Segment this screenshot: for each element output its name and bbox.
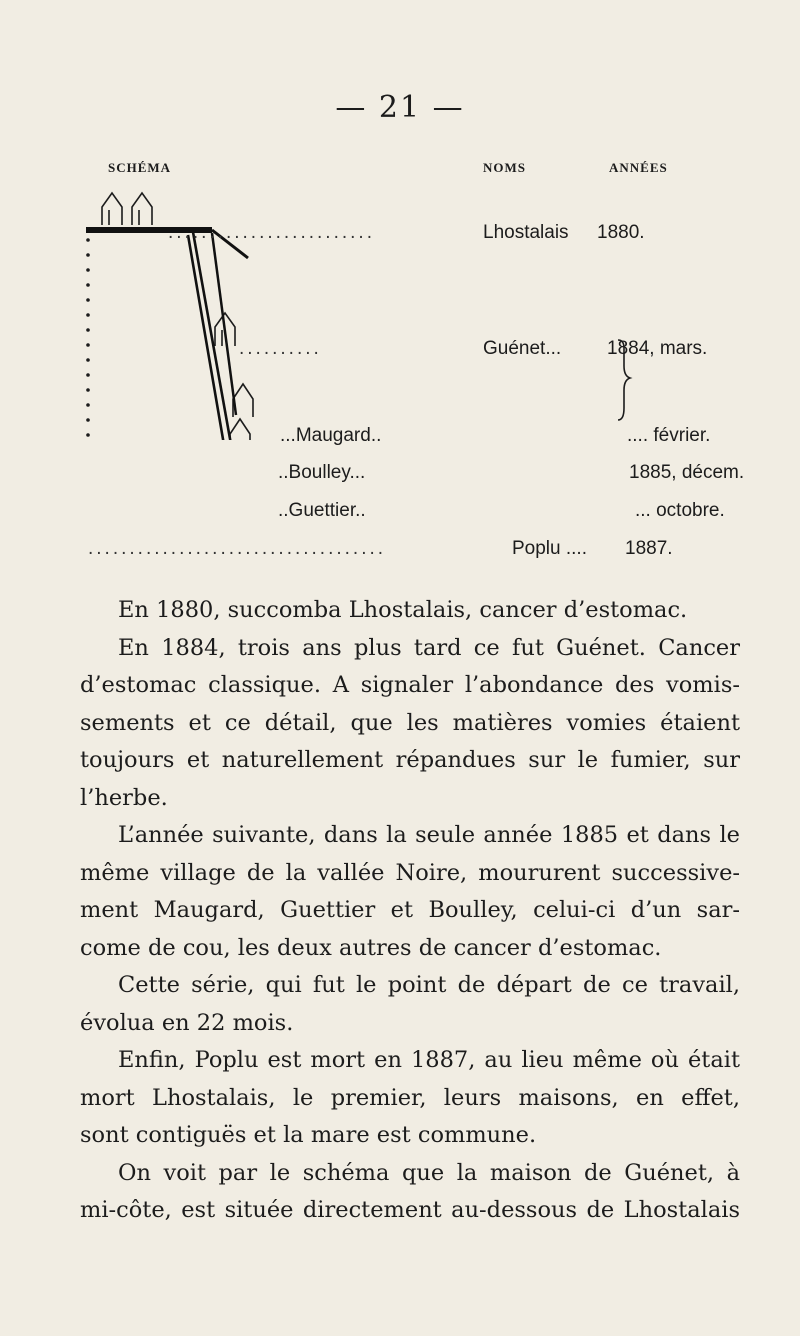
text-line: mort Lhostalais, le premier, leurs maisons, en effet,: [80, 1084, 740, 1111]
paragraph-1: [80, 592, 740, 630]
house-icon-lhostalais-1: [102, 193, 122, 225]
leader-dots: ..........: [239, 338, 322, 359]
header-names: NOMS: [483, 160, 526, 175]
row-guettier-name: ..Guettier..: [278, 500, 366, 521]
row-name: Lhostalais: [483, 222, 569, 243]
header-years: ANNÉES: [609, 160, 668, 175]
schema-diagram: [0, 0, 800, 440]
dotted-vertical: [86, 238, 90, 437]
row-boulley-year: 1885, décem.: [629, 462, 745, 483]
paragraph-4: [80, 967, 740, 1042]
row-guenet: [239, 338, 708, 360]
text-line: En 1884, trois ans plus tard ce fut Guénet. Cancer: [118, 634, 740, 661]
text-line: l’herbe.: [80, 784, 168, 811]
text-line: toujours et naturellement répandues sur le fumier, sur: [80, 747, 740, 773]
text-line: ment Maugard, Guettier et Boulley, celui-ci d’un sar-: [80, 897, 740, 923]
schema-table: [0, 0, 800, 559]
row-year: 1887.: [625, 538, 673, 559]
text-line: come de cou, les deux autres de cancer d’estomac.: [80, 934, 662, 961]
text-line: évolua en 22 mois.: [80, 1009, 294, 1036]
row-lhostalais: [168, 222, 645, 244]
body-text: [80, 592, 740, 1230]
text-line: L’année suivante, dans la seule année 1885 et dans le: [118, 822, 740, 848]
page-number: — 21 —: [335, 90, 465, 125]
row-poplu: [88, 538, 673, 560]
text-line: On voit par le schéma que la maison de Guénet, à: [118, 1159, 740, 1186]
row-name: Poplu ....: [512, 538, 587, 559]
text-line: Enfin, Poplu est mort en 1887, au lieu même où était: [118, 1047, 740, 1073]
leader-dots: .........................: [168, 222, 375, 243]
text-line: même village de la vallée Noire, moururent successive-: [80, 859, 740, 886]
row-maugard-name: ...Maugard..: [280, 425, 382, 446]
text-line: En 1880, succomba Lhostalais, cancer d’estomac.: [118, 597, 688, 623]
paragraph-2: [80, 630, 740, 818]
slope-lines: [86, 227, 248, 440]
row-guettier-year: ... octobre.: [635, 500, 725, 521]
row-boulley-name: ..Boulley...: [278, 462, 366, 483]
house-icon-boulley: [230, 419, 250, 440]
text-line: sements et ce détail, que les matières vomies étaient: [80, 709, 740, 736]
text-line: mi-côte, est située directement au-dessous de Lhostalais: [80, 1197, 740, 1223]
row-year: 1880.: [597, 222, 645, 243]
row-year: 1884, mars.: [607, 338, 708, 359]
paragraph-3: [80, 817, 740, 967]
leader-dots: ....................................: [88, 538, 387, 559]
text-line: d’estomac classique. A signaler l’abondance des vomis-: [80, 672, 740, 698]
header-schema: SCHÉMA: [108, 160, 172, 175]
text-line: sont contiguës et la mare est commune.: [80, 1122, 537, 1148]
row-name: Guénet...: [483, 338, 562, 359]
row-maugard-year: .... février.: [627, 425, 711, 446]
paragraph-6: [80, 1155, 740, 1230]
paragraph-5: [80, 1042, 740, 1155]
text-line: Cette série, qui fut le point de départ de ce travail,: [118, 972, 740, 998]
house-icon-lhostalais-2: [132, 193, 152, 225]
